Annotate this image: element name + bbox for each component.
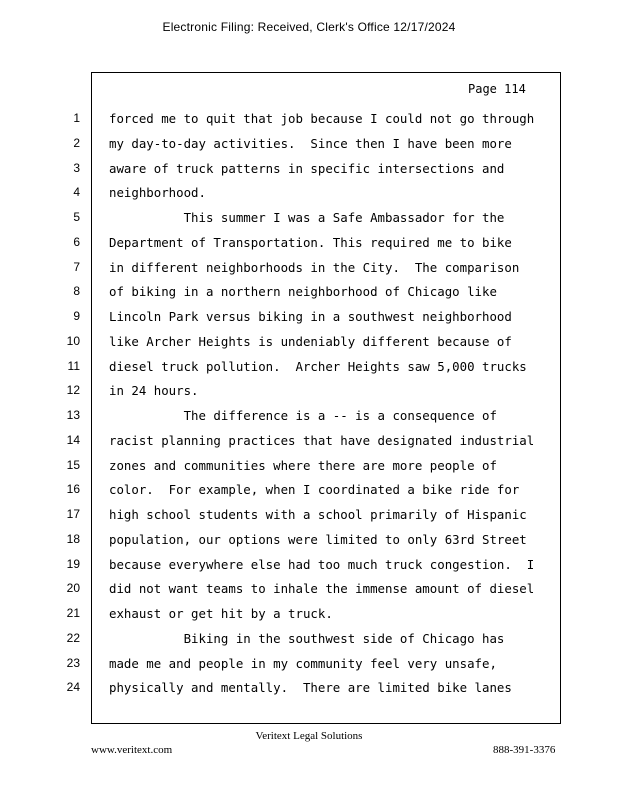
line-text: high school students with a school primarily of Hispanic <box>109 507 527 522</box>
transcript-line <box>0 136 618 156</box>
line-number: 3 <box>73 160 80 175</box>
line-number: 24 <box>66 680 80 695</box>
transcript-line <box>0 532 618 552</box>
line-text: Department of Transportation. This required me to bike <box>109 234 512 250</box>
line-number: 17 <box>66 507 80 521</box>
line-number: 15 <box>66 457 80 472</box>
transcript-line <box>0 507 618 527</box>
line-number: 11 <box>67 358 80 373</box>
line-text: zones and communities where there are more people of <box>109 457 497 473</box>
transcript-line <box>0 408 618 428</box>
line-text: racist planning practices that have designated industrial <box>109 432 535 448</box>
line-number: 5 <box>73 210 80 224</box>
transcript-line <box>0 557 618 577</box>
line-number: 1 <box>73 111 80 125</box>
transcript-line <box>0 161 618 181</box>
line-text: like Archer Heights is undeniably different because of <box>109 333 512 349</box>
transcript-line <box>0 581 618 601</box>
transcript-line <box>0 680 618 700</box>
line-number: 16 <box>66 482 80 497</box>
transcript-line <box>0 383 618 403</box>
line-text: physically and mentally. There are limited bike lanes <box>109 680 512 696</box>
footer-website: www.veritext.com <box>91 744 173 756</box>
line-number: 18 <box>66 531 80 546</box>
line-number: 7 <box>73 259 80 274</box>
line-text: forced me to quit that job because I could not go through <box>109 111 535 126</box>
transcript-line <box>0 606 618 626</box>
line-text: population, our options were limited to only 63rd Street <box>109 531 527 547</box>
transcript-line <box>0 309 618 329</box>
line-text: of biking in a northern neighborhood of Chicago like <box>109 284 497 300</box>
line-number: 2 <box>73 135 80 150</box>
transcript-line <box>0 284 618 304</box>
line-text: color. For example, when I coordinated a bike ride for <box>109 482 520 498</box>
line-text: exhaust or get hit by a truck. <box>109 606 333 621</box>
line-text: did not want teams to inhale the immense amount of diesel <box>109 581 535 597</box>
line-text: in 24 hours. <box>109 383 199 399</box>
line-number: 19 <box>66 556 80 571</box>
line-text: diesel truck pollution. Archer Heights saw 5,000 trucks <box>109 358 527 374</box>
filing-header: Electronic Filing: Received, Clerk's Office 12/17/2024 <box>162 20 456 34</box>
line-number: 8 <box>73 284 80 299</box>
line-text: This summer I was a Safe Ambassador for the <box>109 210 505 225</box>
transcript-line <box>0 334 618 354</box>
line-number: 14 <box>66 432 80 447</box>
transcript-line <box>0 210 618 230</box>
line-number: 9 <box>73 309 80 323</box>
line-text: The difference is a -- is a consequence of <box>109 408 497 423</box>
footer-company: Veritext Legal Solutions <box>255 730 363 742</box>
line-text: Biking in the southwest side of Chicago has <box>109 630 505 646</box>
line-number: 10 <box>66 333 80 348</box>
line-text: Lincoln Park versus biking in a southwest neighborhood <box>109 309 512 324</box>
transcript-line <box>0 433 618 453</box>
transcript-line <box>0 359 618 379</box>
line-number: 23 <box>66 655 80 670</box>
transcript-line <box>0 260 618 280</box>
line-text: made me and people in my community feel very unsafe, <box>109 655 497 671</box>
line-text: aware of truck patterns in specific intersections and <box>109 160 505 176</box>
line-number: 12 <box>66 383 80 398</box>
line-number: 6 <box>73 234 80 249</box>
transcript-line <box>0 482 618 502</box>
footer-phone: 888-391-3376 <box>493 744 556 756</box>
line-text: my day-to-day activities. Since then I have been more <box>109 135 512 151</box>
line-text: neighborhood. <box>109 185 206 201</box>
transcript-line <box>0 458 618 478</box>
line-number: 13 <box>66 408 80 422</box>
line-number: 22 <box>66 630 80 645</box>
line-number: 4 <box>73 185 80 200</box>
transcript-line <box>0 656 618 676</box>
line-number: 20 <box>66 581 80 596</box>
page-number: Page 114 <box>468 82 526 96</box>
line-text: because everywhere else had too much truck congestion. I <box>109 556 535 572</box>
line-text: in different neighborhoods in the City. The comparison <box>109 259 520 275</box>
line-number: 21 <box>66 606 80 620</box>
transcript-line <box>0 185 618 205</box>
transcript-line <box>0 235 618 255</box>
transcript-line <box>0 631 618 651</box>
transcript-line <box>0 111 618 131</box>
